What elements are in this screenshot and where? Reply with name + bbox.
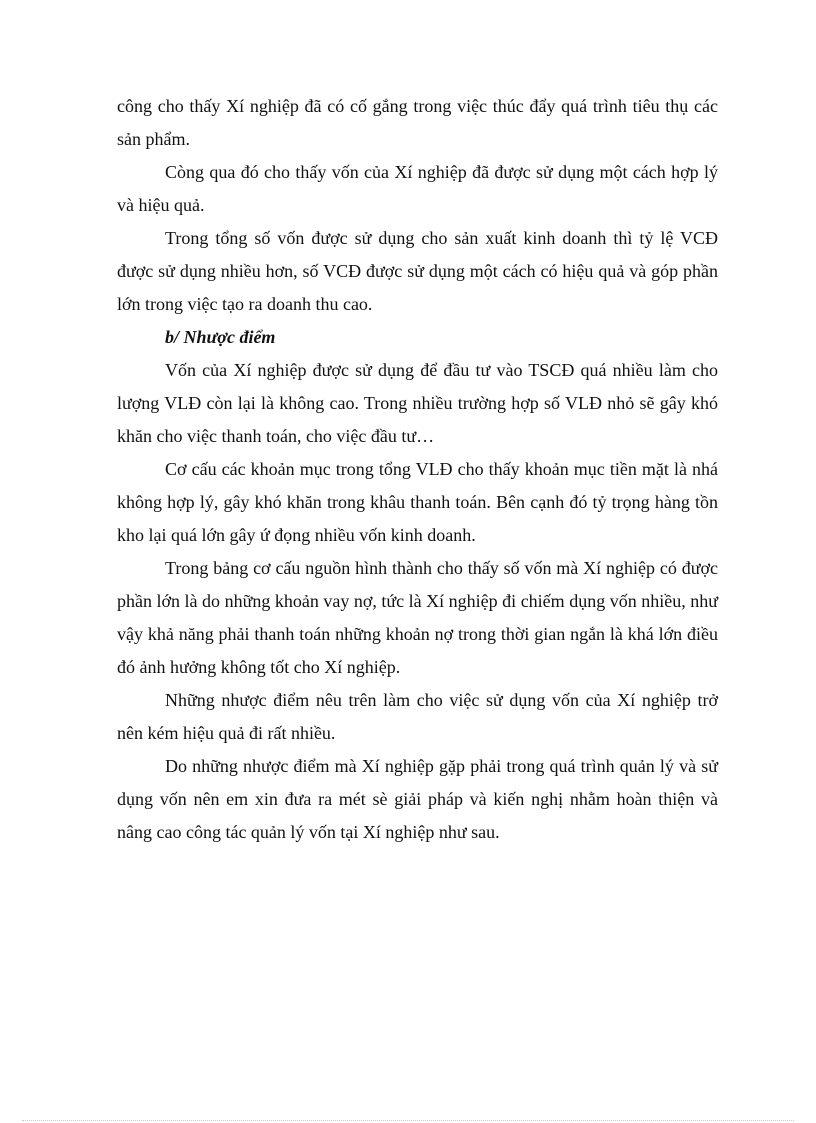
section-heading: b/ Nhược điểm (165, 327, 276, 347)
page-bottom-divider (22, 1120, 794, 1121)
paragraph: Do những nhược điểm mà Xí nghiệp gặp phải trong quá trình quản lý và sử dụng vốn nên em xin đưa ra mét sè giải pháp và kiến nghị nhằm hoàn thiện và nâng cao công tác quản lý vốn tại Xí nghiệp như sau. (117, 756, 718, 842)
document-body (117, 90, 718, 849)
paragraph: Trong tổng số vốn được sử dụng cho sản xuất kinh doanh thì tỷ lệ VCĐ được sử dụng nhiều hơn, số VCĐ được sử dụng một cách có hiệu quả và góp phần lớn trong việc tạo ra doanh thu cao. (117, 228, 718, 314)
paragraph: Trong bảng cơ cấu nguồn hình thành cho thấy số vốn mà Xí nghiệp có được phần lớn là do những khoản vay nợ, tức là Xí nghiệp đi chiếm dụng vốn nhiều, như vậy khả năng phải thanh toán những khoản nợ trong thời gian ngắn là khá lớn điều đó ảnh hưởng không tốt cho Xí nghiệp. (117, 558, 718, 677)
paragraph-continuation: công cho thấy Xí nghiệp đã có cố gắng trong việc thúc đẩy quá trình tiêu thụ các sản phẩm. (117, 96, 718, 149)
paragraph: Vốn của Xí nghiệp được sử dụng để đầu tư vào TSCĐ quá nhiều làm cho lượng VLĐ còn lại là không cao. Trong nhiều trường hợp số VLĐ nhỏ sẽ gây khó khăn cho việc thanh toán, cho việc đầu tư… (117, 360, 718, 446)
paragraph: Cơ cấu các khoản mục trong tổng VLĐ cho thấy khoản mục tiền mặt là nhá không hợp lý, gây khó khăn trong khâu thanh toán. Bên cạnh đó tỷ trọng hàng tồn kho lại quá lớn gây ứ đọng nhiều vốn kinh doanh. (117, 459, 718, 545)
paragraph: Còng qua đó cho thấy vốn của Xí nghiệp đã được sử dụng một cách hợp lý và hiệu quả. (117, 162, 718, 215)
paragraph: Những nhược điểm nêu trên làm cho việc sử dụng vốn của Xí nghiệp trở nên kém hiệu quả đi rất nhiều. (117, 690, 718, 743)
